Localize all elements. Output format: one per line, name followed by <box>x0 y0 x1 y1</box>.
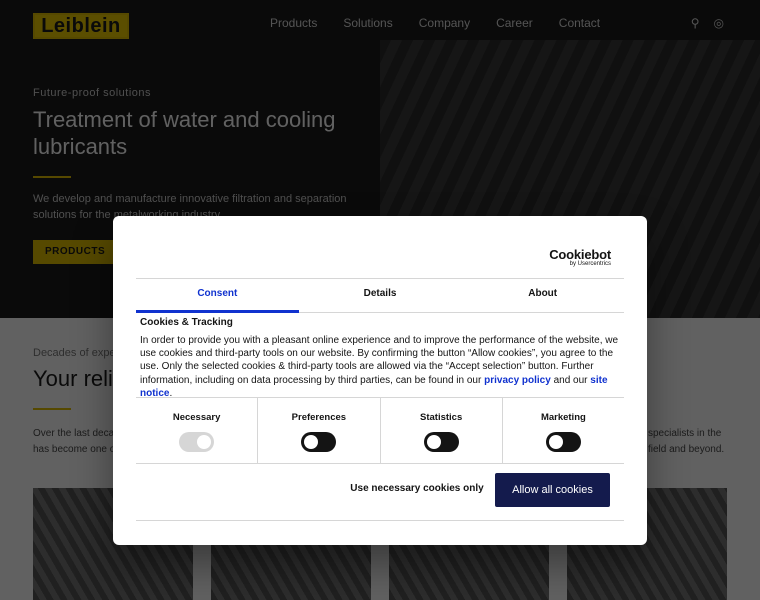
privacy-policy-link[interactable]: privacy policy <box>484 374 551 386</box>
site-notice-link[interactable]: site notice <box>140 374 608 399</box>
tab-details[interactable]: Details <box>363 288 397 299</box>
statistics-toggle[interactable] <box>424 432 459 452</box>
toggle-knob <box>304 435 318 449</box>
necessary-toggle <box>179 432 214 452</box>
tab-consent[interactable]: Consent <box>136 279 299 312</box>
cookiebot-logo <box>549 247 611 267</box>
consent-body-text <box>140 334 620 400</box>
preferences-toggle[interactable] <box>301 432 336 452</box>
tab-about[interactable]: About <box>528 288 558 299</box>
toggle-cell-statistics <box>381 398 503 463</box>
consent-tabs <box>136 278 624 313</box>
toggle-cell-preferences <box>258 398 380 463</box>
allow-all-cookies-button[interactable]: Allow all cookies <box>495 473 610 507</box>
dialog-bottom-divider <box>136 520 624 521</box>
consent-heading: Cookies & Tracking <box>140 317 233 328</box>
toggle-knob <box>427 435 441 449</box>
consent-text-part1: In order to provide you with a pleasant online experience and to improve the performance of the website, we use cookies and third-party tools on our website. By confirming the button “Allow cookies”, you agree to the use. Only the selected cookies & third-party tools are allowed via the “Accept selection” button. Further information, including on data processing by third parties, can be found in our <box>140 335 619 386</box>
use-necessary-only-button[interactable]: Use necessary cookies only <box>350 483 484 494</box>
cookiebot-logo-sub: by Usercentrics <box>569 261 611 267</box>
toggle-cell-marketing <box>503 398 624 463</box>
toggle-knob <box>197 435 211 449</box>
consent-text-part2: and our <box>550 374 591 386</box>
marketing-toggle[interactable] <box>546 432 581 452</box>
toggle-label-marketing: Marketing <box>540 412 586 423</box>
toggle-label-necessary: Necessary <box>172 412 221 423</box>
toggle-label-statistics: Statistics <box>420 412 463 423</box>
toggle-label-preferences: Preferences <box>291 412 347 423</box>
toggle-knob <box>549 435 563 449</box>
consent-text-part3: . <box>169 387 173 399</box>
cookie-consent-dialog <box>113 216 647 545</box>
toggle-cell-necessary <box>136 398 258 463</box>
cookie-category-toggles <box>136 397 624 464</box>
cookiebot-logo-name: Cookiebot <box>549 247 611 262</box>
